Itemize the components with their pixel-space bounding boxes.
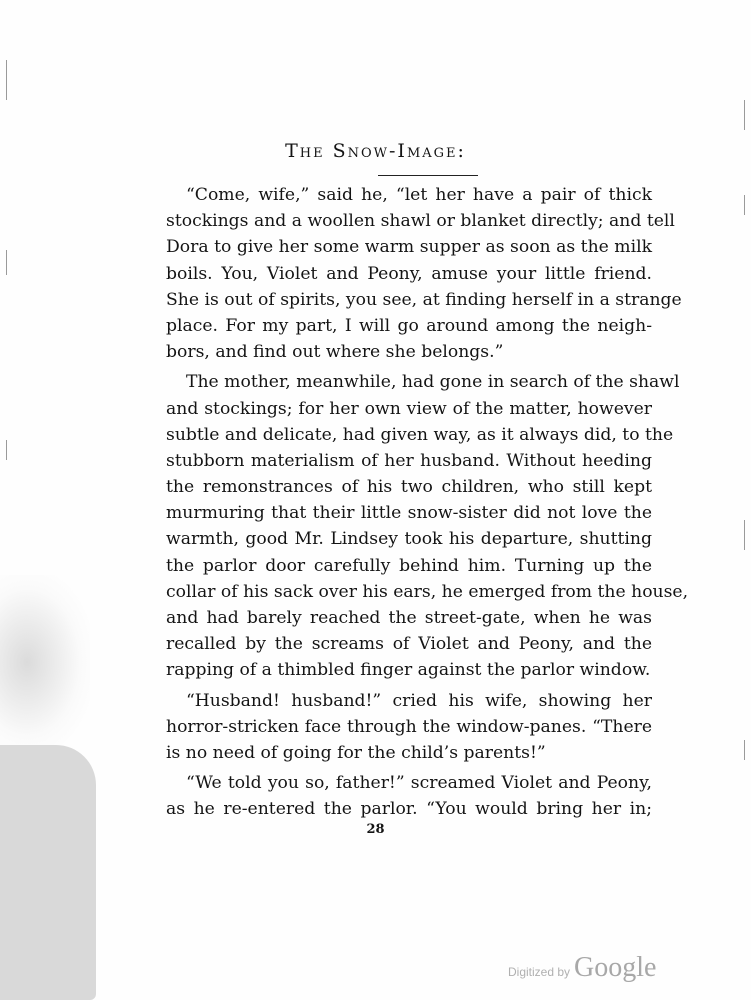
text-line: recalled by the screams of Violet and Peony, and the (166, 634, 652, 655)
text-line: stockings and a woollen shawl or blanket directly; and tell (166, 211, 675, 232)
scan-edge-mark (6, 250, 7, 275)
text-line: bors, and find out where she belongs.” (166, 342, 504, 363)
text-line: “We told you so, father!” screamed Violet and Peony, (186, 773, 652, 794)
page-number: 28 (366, 822, 385, 837)
text-line: place. For my part, I will go around among the neigh- (166, 315, 652, 336)
scan-edge-mark (744, 740, 745, 760)
scan-edge-mark (6, 60, 7, 100)
text-line: is no need of going for the child’s parents!” (166, 742, 546, 763)
text-line: Dora to give her some warm supper as soon as the milk (166, 237, 652, 258)
text-line: stubborn materialism of her husband. Without heeding (166, 450, 652, 471)
google-logo: Google (574, 952, 657, 983)
text-line: murmuring that their little snow-sister did not love the (166, 503, 652, 524)
scan-edge-mark (744, 520, 745, 550)
text-line: The mother, meanwhile, had gone in search of the shawl (186, 372, 680, 393)
digitized-by-text: Digitized by (508, 965, 571, 979)
text-line: as he re-entered the parlor. “You would bring her in; (166, 799, 652, 820)
google-watermark (508, 952, 656, 984)
scan-blotch (0, 575, 90, 750)
scan-shadow (0, 745, 96, 1000)
text-line: collar of his sack over his ears, he emerged from the house, (166, 581, 689, 602)
running-title: The Snow-Image: (285, 140, 466, 162)
text-line: warmth, good Mr. Lindsey took his departure, shutting (166, 529, 652, 550)
text-line: and stockings; for her own view of the matter, however (166, 398, 652, 419)
text-line: subtle and delicate, had given way, as it always did, to the (166, 424, 674, 445)
text-line: and had barely reached the street-gate, when he was (166, 608, 652, 628)
text-line: horror-stricken face through the window-panes. “There (166, 716, 652, 737)
text-line: rapping of a thimbled finger against the parlor window. (166, 660, 651, 681)
scan-edge-mark (744, 100, 745, 130)
text-line: the remonstrances of his two children, who still kept (166, 477, 652, 498)
text-line: the parlor door carefully behind him. Turning up the (166, 555, 652, 576)
body-text (166, 182, 689, 823)
text-line: “Come, wife,” said he, “let her have a pair of thick (186, 185, 652, 205)
title-rule (378, 175, 478, 176)
text-line: She is out of spirits, you see, at finding herself in a strange (166, 289, 682, 310)
scan-edge-mark (6, 440, 7, 460)
scan-edge-mark (744, 195, 745, 215)
text-line: boils. You, Violet and Peony, amuse your little friend. (166, 263, 652, 284)
text-line: “Husband! husband!” cried his wife, showing her (186, 690, 652, 711)
